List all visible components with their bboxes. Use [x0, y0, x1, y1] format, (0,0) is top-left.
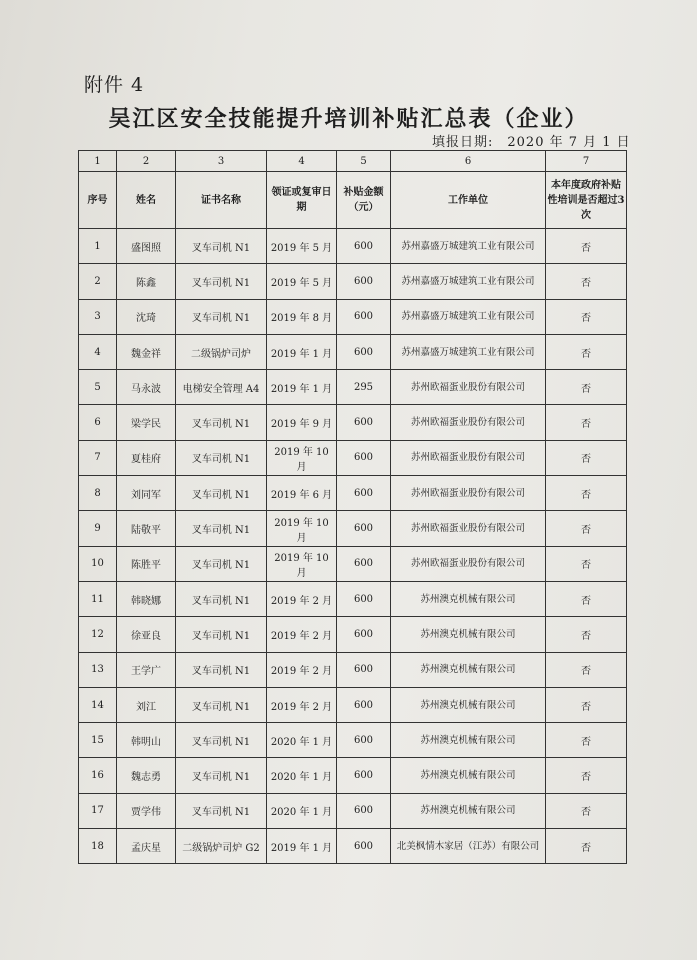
row-employer-cell: 苏州欧福蛋业股份有限公司	[391, 546, 546, 581]
table-row	[79, 229, 627, 264]
row-employer-cell: 苏州澳克机械有限公司	[391, 687, 546, 722]
table-row	[79, 405, 627, 440]
row-employer-cell: 苏州欧福蛋业股份有限公司	[391, 476, 546, 511]
row-amount-cell: 600	[337, 652, 391, 687]
row-certificate-cell: 叉车司机 N1	[176, 476, 267, 511]
row-date-cell: 2019 年 10 月	[267, 440, 337, 475]
row-amount-cell: 600	[337, 229, 391, 264]
row-over3-cell: 否	[546, 581, 627, 616]
row-certificate-cell: 二级锅炉司炉 G2	[176, 829, 267, 864]
row-employer-cell: 苏州澳克机械有限公司	[391, 617, 546, 652]
row-seq-cell: 4	[79, 334, 117, 369]
row-certificate-cell: 叉车司机 N1	[176, 723, 267, 758]
table-row	[79, 687, 627, 722]
row-certificate-cell: 电梯安全管理 A4	[176, 370, 267, 405]
header-employer: 工作单位	[391, 172, 546, 229]
row-employer-cell: 苏州澳克机械有限公司	[391, 758, 546, 793]
row-seq-cell: 14	[79, 687, 117, 722]
row-seq-cell: 17	[79, 793, 117, 828]
row-employer-cell: 苏州澳克机械有限公司	[391, 723, 546, 758]
row-amount-cell: 600	[337, 511, 391, 546]
row-over3-cell: 否	[546, 758, 627, 793]
row-date-cell: 2019 年 5 月	[267, 229, 337, 264]
row-date-cell: 2019 年 10 月	[267, 511, 337, 546]
row-over3-cell: 否	[546, 687, 627, 722]
row-amount-cell: 600	[337, 334, 391, 369]
row-seq-cell: 18	[79, 829, 117, 864]
header-amount: 补贴金额（元）	[337, 172, 391, 229]
row-certificate-cell: 叉车司机 N1	[176, 299, 267, 334]
row-over3-cell: 否	[546, 264, 627, 299]
row-certificate-cell: 叉车司机 N1	[176, 264, 267, 299]
header-over3: 本年度政府补贴性培训是否超过3次	[546, 172, 627, 229]
row-over3-cell: 否	[546, 334, 627, 369]
column-number: 1	[79, 151, 117, 172]
row-amount-cell: 600	[337, 581, 391, 616]
row-date-cell: 2019 年 2 月	[267, 581, 337, 616]
fill-date	[432, 131, 631, 150]
table-row	[79, 334, 627, 369]
row-amount-cell: 600	[337, 264, 391, 299]
row-over3-cell: 否	[546, 652, 627, 687]
row-over3-cell: 否	[546, 546, 627, 581]
row-amount-cell: 600	[337, 299, 391, 334]
row-employer-cell: 苏州澳克机械有限公司	[391, 793, 546, 828]
row-seq-cell: 13	[79, 652, 117, 687]
row-employer-cell: 苏州澳克机械有限公司	[391, 652, 546, 687]
row-name-cell: 魏志勇	[117, 758, 176, 793]
row-seq-cell: 8	[79, 476, 117, 511]
fill-date-label: 填报日期:	[432, 135, 494, 150]
row-seq-cell: 11	[79, 581, 117, 616]
row-amount-cell: 600	[337, 405, 391, 440]
table-row	[79, 546, 627, 581]
row-amount-cell: 600	[337, 723, 391, 758]
row-certificate-cell: 叉车司机 N1	[176, 581, 267, 616]
row-employer-cell: 北美枫情木家居（江苏）有限公司	[391, 829, 546, 864]
row-employer-cell: 苏州嘉盛万城建筑工业有限公司	[391, 229, 546, 264]
table-row	[79, 440, 627, 475]
row-amount-cell: 600	[337, 476, 391, 511]
column-number: 6	[391, 151, 546, 172]
row-date-cell: 2019 年 8 月	[267, 299, 337, 334]
row-date-cell: 2020 年 1 月	[267, 793, 337, 828]
row-amount-cell: 600	[337, 440, 391, 475]
row-name-cell: 沈琦	[117, 299, 176, 334]
header-row	[79, 172, 627, 229]
row-certificate-cell: 叉车司机 N1	[176, 405, 267, 440]
header-date: 领证或复审日期	[267, 172, 337, 229]
row-date-cell: 2019 年 2 月	[267, 617, 337, 652]
row-employer-cell: 苏州欧福蛋业股份有限公司	[391, 440, 546, 475]
row-name-cell: 马永波	[117, 370, 176, 405]
row-date-cell: 2019 年 9 月	[267, 405, 337, 440]
row-date-cell: 2019 年 1 月	[267, 334, 337, 369]
row-over3-cell: 否	[546, 299, 627, 334]
row-amount-cell: 295	[337, 370, 391, 405]
table-row	[79, 299, 627, 334]
row-name-cell: 刘江	[117, 687, 176, 722]
column-number: 3	[176, 151, 267, 172]
subsidy-summary-table	[78, 150, 627, 864]
row-name-cell: 夏桂府	[117, 440, 176, 475]
row-amount-cell: 600	[337, 793, 391, 828]
row-seq-cell: 1	[79, 229, 117, 264]
row-certificate-cell: 叉车司机 N1	[176, 652, 267, 687]
row-employer-cell: 苏州澳克机械有限公司	[391, 581, 546, 616]
row-name-cell: 刘同军	[117, 476, 176, 511]
table-row	[79, 652, 627, 687]
row-certificate-cell: 二级锅炉司炉	[176, 334, 267, 369]
row-over3-cell: 否	[546, 476, 627, 511]
row-date-cell: 2019 年 2 月	[267, 687, 337, 722]
table-row	[79, 723, 627, 758]
fill-date-value: 2020 年 7 月 1 日	[507, 135, 631, 150]
row-certificate-cell: 叉车司机 N1	[176, 440, 267, 475]
column-number: 7	[546, 151, 627, 172]
row-certificate-cell: 叉车司机 N1	[176, 546, 267, 581]
row-name-cell: 贾学伟	[117, 793, 176, 828]
table-row	[79, 511, 627, 546]
row-over3-cell: 否	[546, 370, 627, 405]
column-number: 2	[117, 151, 176, 172]
header-certificate: 证书名称	[176, 172, 267, 229]
row-over3-cell: 否	[546, 229, 627, 264]
row-date-cell: 2020 年 1 月	[267, 723, 337, 758]
row-seq-cell: 5	[79, 370, 117, 405]
attachment-label: 附件 4	[84, 74, 145, 96]
column-number: 5	[337, 151, 391, 172]
row-seq-cell: 12	[79, 617, 117, 652]
row-certificate-cell: 叉车司机 N1	[176, 687, 267, 722]
row-employer-cell: 苏州欧福蛋业股份有限公司	[391, 370, 546, 405]
row-over3-cell: 否	[546, 793, 627, 828]
row-name-cell: 陈胜平	[117, 546, 176, 581]
row-seq-cell: 3	[79, 299, 117, 334]
row-certificate-cell: 叉车司机 N1	[176, 229, 267, 264]
row-name-cell: 盛图照	[117, 229, 176, 264]
row-over3-cell: 否	[546, 829, 627, 864]
row-name-cell: 韩明山	[117, 723, 176, 758]
row-name-cell: 徐亚良	[117, 617, 176, 652]
table-row	[79, 264, 627, 299]
row-date-cell: 2019 年 6 月	[267, 476, 337, 511]
row-amount-cell: 600	[337, 758, 391, 793]
row-amount-cell: 600	[337, 617, 391, 652]
row-name-cell: 韩晓娜	[117, 581, 176, 616]
row-amount-cell: 600	[337, 829, 391, 864]
table-row	[79, 370, 627, 405]
row-name-cell: 陆敬平	[117, 511, 176, 546]
row-name-cell: 王学广	[117, 652, 176, 687]
row-employer-cell: 苏州欧福蛋业股份有限公司	[391, 511, 546, 546]
row-name-cell: 陈鑫	[117, 264, 176, 299]
row-over3-cell: 否	[546, 617, 627, 652]
row-seq-cell: 15	[79, 723, 117, 758]
row-name-cell: 孟庆星	[117, 829, 176, 864]
table-body	[79, 229, 627, 864]
row-seq-cell: 2	[79, 264, 117, 299]
table-row	[79, 617, 627, 652]
row-amount-cell: 600	[337, 687, 391, 722]
row-certificate-cell: 叉车司机 N1	[176, 793, 267, 828]
row-name-cell: 梁学民	[117, 405, 176, 440]
row-seq-cell: 9	[79, 511, 117, 546]
row-amount-cell: 600	[337, 546, 391, 581]
table-row	[79, 793, 627, 828]
header-seq: 序号	[79, 172, 117, 229]
row-seq-cell: 16	[79, 758, 117, 793]
document-title: 吴江区安全技能提升培训补贴汇总表（企业）	[108, 106, 589, 132]
row-over3-cell: 否	[546, 440, 627, 475]
column-number-row	[79, 151, 627, 172]
column-number: 4	[267, 151, 337, 172]
row-name-cell: 魏金祥	[117, 334, 176, 369]
header-name: 姓名	[117, 172, 176, 229]
row-date-cell: 2020 年 1 月	[267, 758, 337, 793]
table-row	[79, 476, 627, 511]
row-seq-cell: 10	[79, 546, 117, 581]
row-employer-cell: 苏州嘉盛万城建筑工业有限公司	[391, 299, 546, 334]
row-certificate-cell: 叉车司机 N1	[176, 758, 267, 793]
row-date-cell: 2019 年 10 月	[267, 546, 337, 581]
row-date-cell: 2019 年 1 月	[267, 370, 337, 405]
row-date-cell: 2019 年 1 月	[267, 829, 337, 864]
row-over3-cell: 否	[546, 723, 627, 758]
row-employer-cell: 苏州嘉盛万城建筑工业有限公司	[391, 264, 546, 299]
row-over3-cell: 否	[546, 511, 627, 546]
row-certificate-cell: 叉车司机 N1	[176, 617, 267, 652]
row-date-cell: 2019 年 2 月	[267, 652, 337, 687]
row-over3-cell: 否	[546, 405, 627, 440]
row-seq-cell: 7	[79, 440, 117, 475]
table-row	[79, 829, 627, 864]
row-seq-cell: 6	[79, 405, 117, 440]
row-employer-cell: 苏州欧福蛋业股份有限公司	[391, 405, 546, 440]
row-employer-cell: 苏州嘉盛万城建筑工业有限公司	[391, 334, 546, 369]
table-row	[79, 758, 627, 793]
row-certificate-cell: 叉车司机 N1	[176, 511, 267, 546]
row-date-cell: 2019 年 5 月	[267, 264, 337, 299]
table-row	[79, 581, 627, 616]
